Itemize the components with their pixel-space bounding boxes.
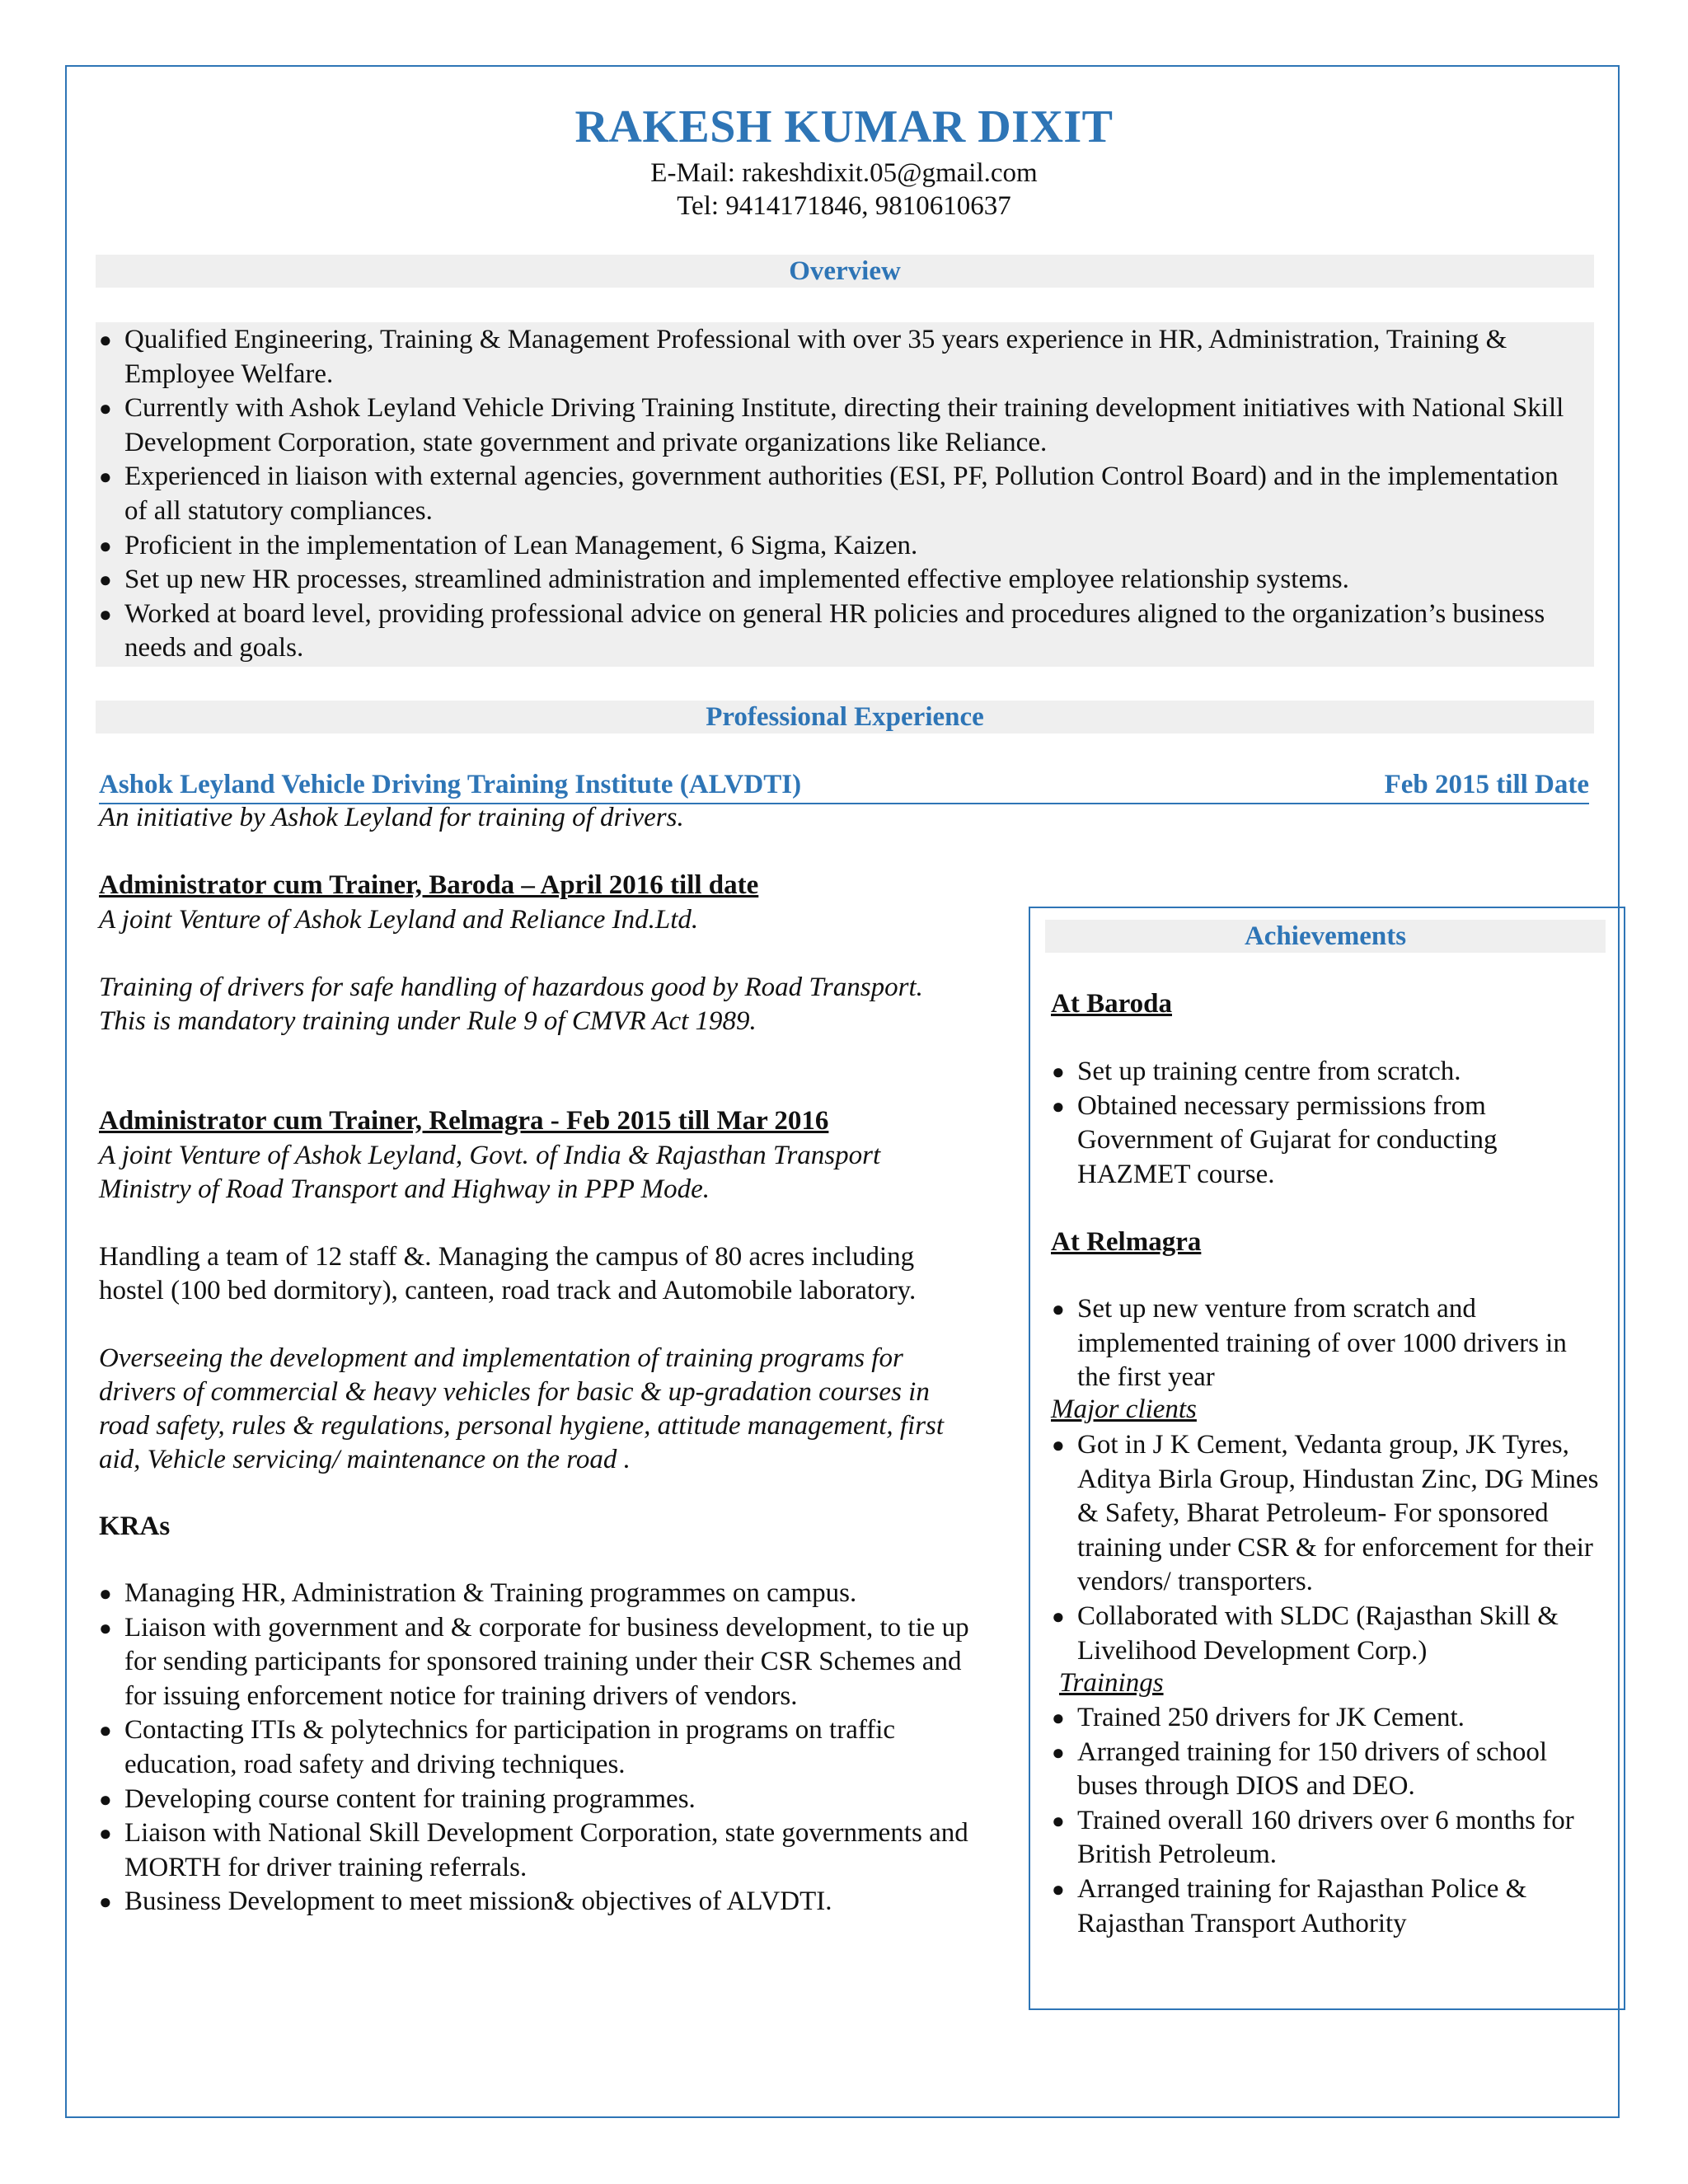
list-item: ● Trained overall 160 drivers over 6 months for British Petroleum. — [1052, 1805, 1574, 1870]
major-clients-list — [1048, 1428, 1609, 1668]
bullet-icon: ● — [1052, 1297, 1065, 1321]
overview-list — [96, 323, 1587, 666]
role-baroda-desc-2: This is mandatory training under Rule 9 of CMVR Act 1989. — [99, 1006, 757, 1036]
list-item: ● Liaison with government and & corporate for business development, to tie up for sending participants for sponsored training under their CSR Schemes and for issuing enforcement notice for training drivers of vendors. — [99, 1612, 969, 1711]
role-relmagra-title: Administrator cum Trainer, Relmagra - Feb 2015 till Mar 2016 — [99, 1106, 829, 1136]
role-baroda-title: Administrator cum Trainer, Baroda – April 2016 till date — [99, 870, 759, 900]
bullet-icon: ● — [99, 533, 112, 558]
relmagra-list — [1048, 1292, 1601, 1395]
bullet-icon: ● — [99, 568, 112, 593]
bullet-icon: ● — [99, 1821, 112, 1846]
bullet-icon: ● — [1052, 1877, 1065, 1901]
kras-title: KRAs — [99, 1511, 171, 1541]
bullet-icon: ● — [1052, 1060, 1065, 1084]
organization-date: Feb 2015 till Date — [1384, 770, 1589, 799]
role-baroda-desc-1: Training of drivers for safe handling of hazardous good by Road Transport. — [99, 972, 923, 1002]
list-item: ● Arranged training for Rajasthan Police & Rajasthan Transport Authority — [1052, 1873, 1527, 1938]
list-item: ● Collaborated with SLDC (Rajasthan Skill & Livelihood Development Corp.) — [1052, 1601, 1559, 1666]
role-relmagra-jv-2: Ministry of Road Transport and Highway in PPP Mode. — [99, 1174, 710, 1204]
organization-name: Ashok Leyland Vehicle Driving Training Institute (ALVDTI) — [99, 770, 802, 799]
list-item: ● Set up new HR processes, streamlined administration and implemented effective employee relationship systems. — [96, 563, 1587, 598]
list-item: ● Currently with Ashok Leyland Vehicle Driving Training Institute, directing their training development initiatives with National Skill Development Corporation, state government and private organizations like Reliance. — [99, 393, 1564, 457]
bullet-icon: ● — [99, 328, 112, 352]
list-item: ● Developing course content for training programmes. — [96, 1783, 978, 1817]
list-item: ● Worked at board level, providing professional advice on general HR policies and procedures aligned to the organization’s business needs and goals. — [99, 598, 1545, 663]
bullet-icon: ● — [1052, 1706, 1065, 1730]
bullet-icon: ● — [99, 465, 112, 490]
list-item: ● Obtained necessary permissions from Government of Gujarat for conducting HAZMET course. — [1052, 1090, 1498, 1189]
role-relmagra-team-1: Handling a team of 12 staff &. Managing the campus of 80 acres including — [99, 1242, 915, 1272]
list-item: ● Set up training centre from scratch. — [1048, 1055, 1601, 1090]
achievements-title: Achievements — [1244, 921, 1407, 951]
list-item: ● Arranged training for 150 drivers of school buses through DIOS and DEO. — [1052, 1736, 1548, 1802]
role-relmagra-overview-2: drivers of commercial & heavy vehicles for basic & up-gradation courses in — [99, 1377, 930, 1407]
baroda-heading: At Baroda — [1051, 989, 1172, 1019]
role-relmagra-jv-1: A joint Venture of Ashok Leyland, Govt. of India & Rajasthan Transport — [99, 1141, 881, 1170]
bullet-icon: ● — [1052, 1604, 1065, 1629]
bullet-icon: ● — [1052, 1808, 1065, 1833]
bullet-icon: ● — [99, 602, 112, 626]
candidate-name: RAKESH KUMAR DIXIT — [574, 101, 1114, 152]
bullet-icon: ● — [99, 1890, 112, 1915]
email-line: E-Mail: rakeshdixit.05@gmail.com — [650, 158, 1038, 188]
list-item: ● Got in J K Cement, Vedanta group, JK Tyres, Aditya Birla Group, Hindustan Zinc, DG Mines & Safety, Bharat Petroleum- For sponsored training under CSR & for enforcement for their vendors/ transporters. — [1052, 1430, 1599, 1597]
bullet-icon: ● — [99, 396, 112, 421]
list-item: ● Experienced in liaison with external agencies, government authorities (ESI, PF, Pollution Control Board) and in the implementation of all statutory compliances. — [99, 462, 1559, 526]
role-relmagra-overview-4: aid, Vehicle servicing/ maintenance on the road . — [99, 1445, 631, 1474]
bullet-icon: ● — [1052, 1740, 1065, 1765]
baroda-list — [1048, 1055, 1601, 1192]
major-clients-heading: Major clients — [1051, 1394, 1197, 1424]
bullet-icon: ● — [1052, 1094, 1065, 1118]
trainings-heading: Trainings — [1059, 1668, 1164, 1698]
list-item: ● Contacting ITIs & polytechnics for participation in programs on traffic education, road safety and driving techniques. — [99, 1715, 896, 1779]
role-relmagra-team-2: hostel (100 bed dormitory), canteen, road track and Automobile laboratory. — [99, 1276, 917, 1305]
bullet-icon: ● — [99, 1615, 112, 1640]
list-item: ● Business Development to meet mission& objectives of ALVDTI. — [96, 1885, 978, 1919]
list-item: ● Managing HR, Administration & Training programmes on campus. — [96, 1577, 978, 1611]
organization-row — [99, 768, 1589, 804]
experience-title: Professional Experience — [706, 702, 984, 732]
bullet-icon: ● — [1052, 1433, 1065, 1457]
relmagra-heading: At Relmagra — [1051, 1227, 1202, 1257]
list-item: ● Liaison with National Skill Development Corporation, state governments and MORTH for driver training referrals. — [99, 1818, 968, 1882]
kras-list — [96, 1577, 978, 1919]
phone-line: Tel: 9414171846, 9810610637 — [677, 191, 1011, 221]
organization-description: An initiative by Ashok Leyland for training of drivers. — [99, 803, 684, 832]
list-item: ● Qualified Engineering, Training & Management Professional with over 35 years experience in HR, Administration, Training & Employee Welfare. — [99, 325, 1507, 389]
role-baroda-jv: A joint Venture of Ashok Leyland and Reliance Ind.Ltd. — [99, 905, 699, 935]
role-relmagra-overview-3: road safety, rules & regulations, personal hygiene, attitude management, first — [99, 1411, 945, 1441]
list-item: ● Proficient in the implementation of Lean Management, 6 Sigma, Kaizen. — [96, 529, 1587, 564]
role-relmagra-overview-1: Overseeing the development and implementation of training programs for — [99, 1343, 903, 1373]
bullet-icon: ● — [99, 1787, 112, 1811]
list-item: ● Trained 250 drivers for JK Cement. — [1048, 1701, 1601, 1736]
list-item: ● Set up new venture from scratch and implemented training of over 1000 drivers in the first year — [1052, 1294, 1567, 1393]
trainings-list — [1048, 1701, 1601, 1941]
bullet-icon: ● — [99, 1582, 112, 1605]
overview-title: Overview — [789, 256, 901, 286]
bullet-icon: ● — [99, 1718, 112, 1743]
